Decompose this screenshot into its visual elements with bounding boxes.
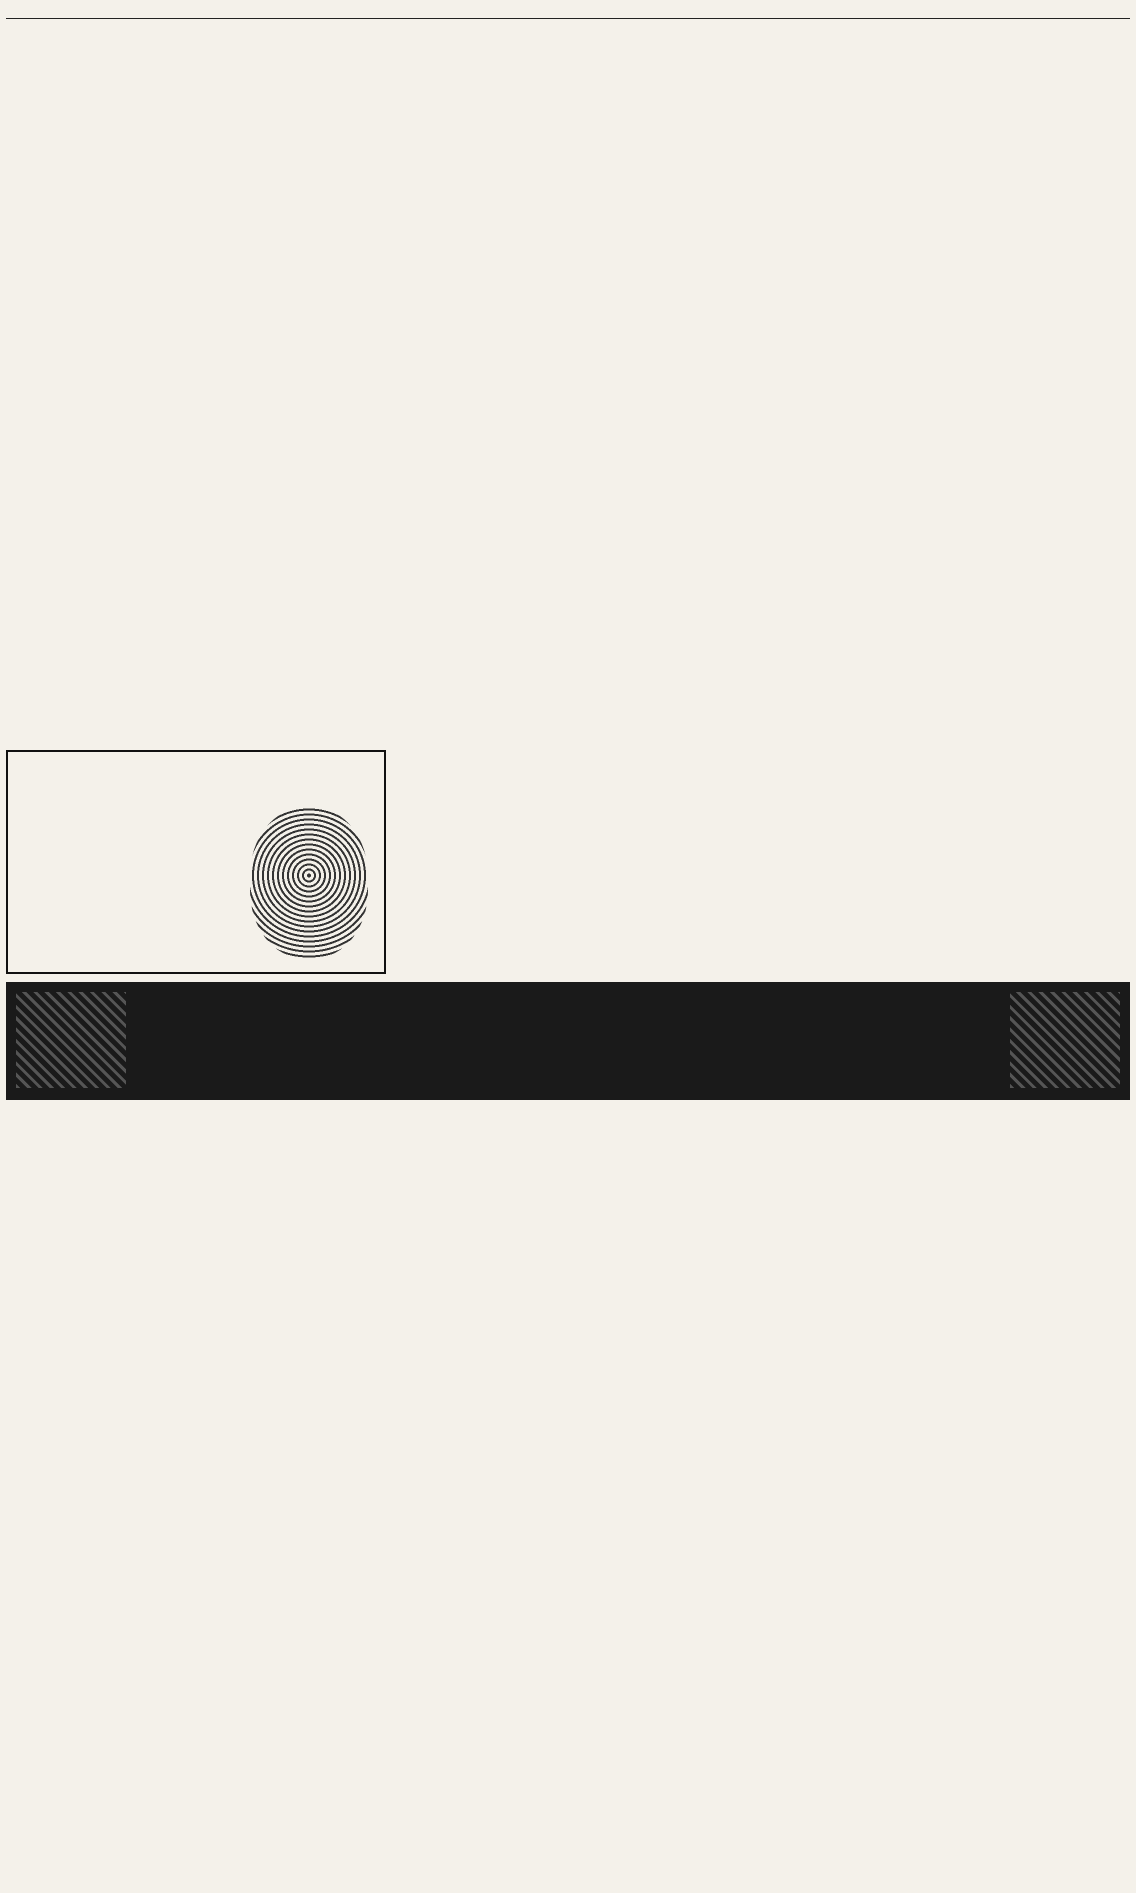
page-header (6, 6, 1130, 19)
home-service-guide-banner (6, 982, 1130, 1100)
hardy-mums-ad (6, 750, 386, 974)
house-illustration-left-icon (16, 992, 126, 1088)
house-illustration-right-icon (1010, 992, 1120, 1088)
home-service-guide-listings (6, 1106, 1130, 1880)
chrysanthemum-illustration-icon (250, 808, 368, 958)
